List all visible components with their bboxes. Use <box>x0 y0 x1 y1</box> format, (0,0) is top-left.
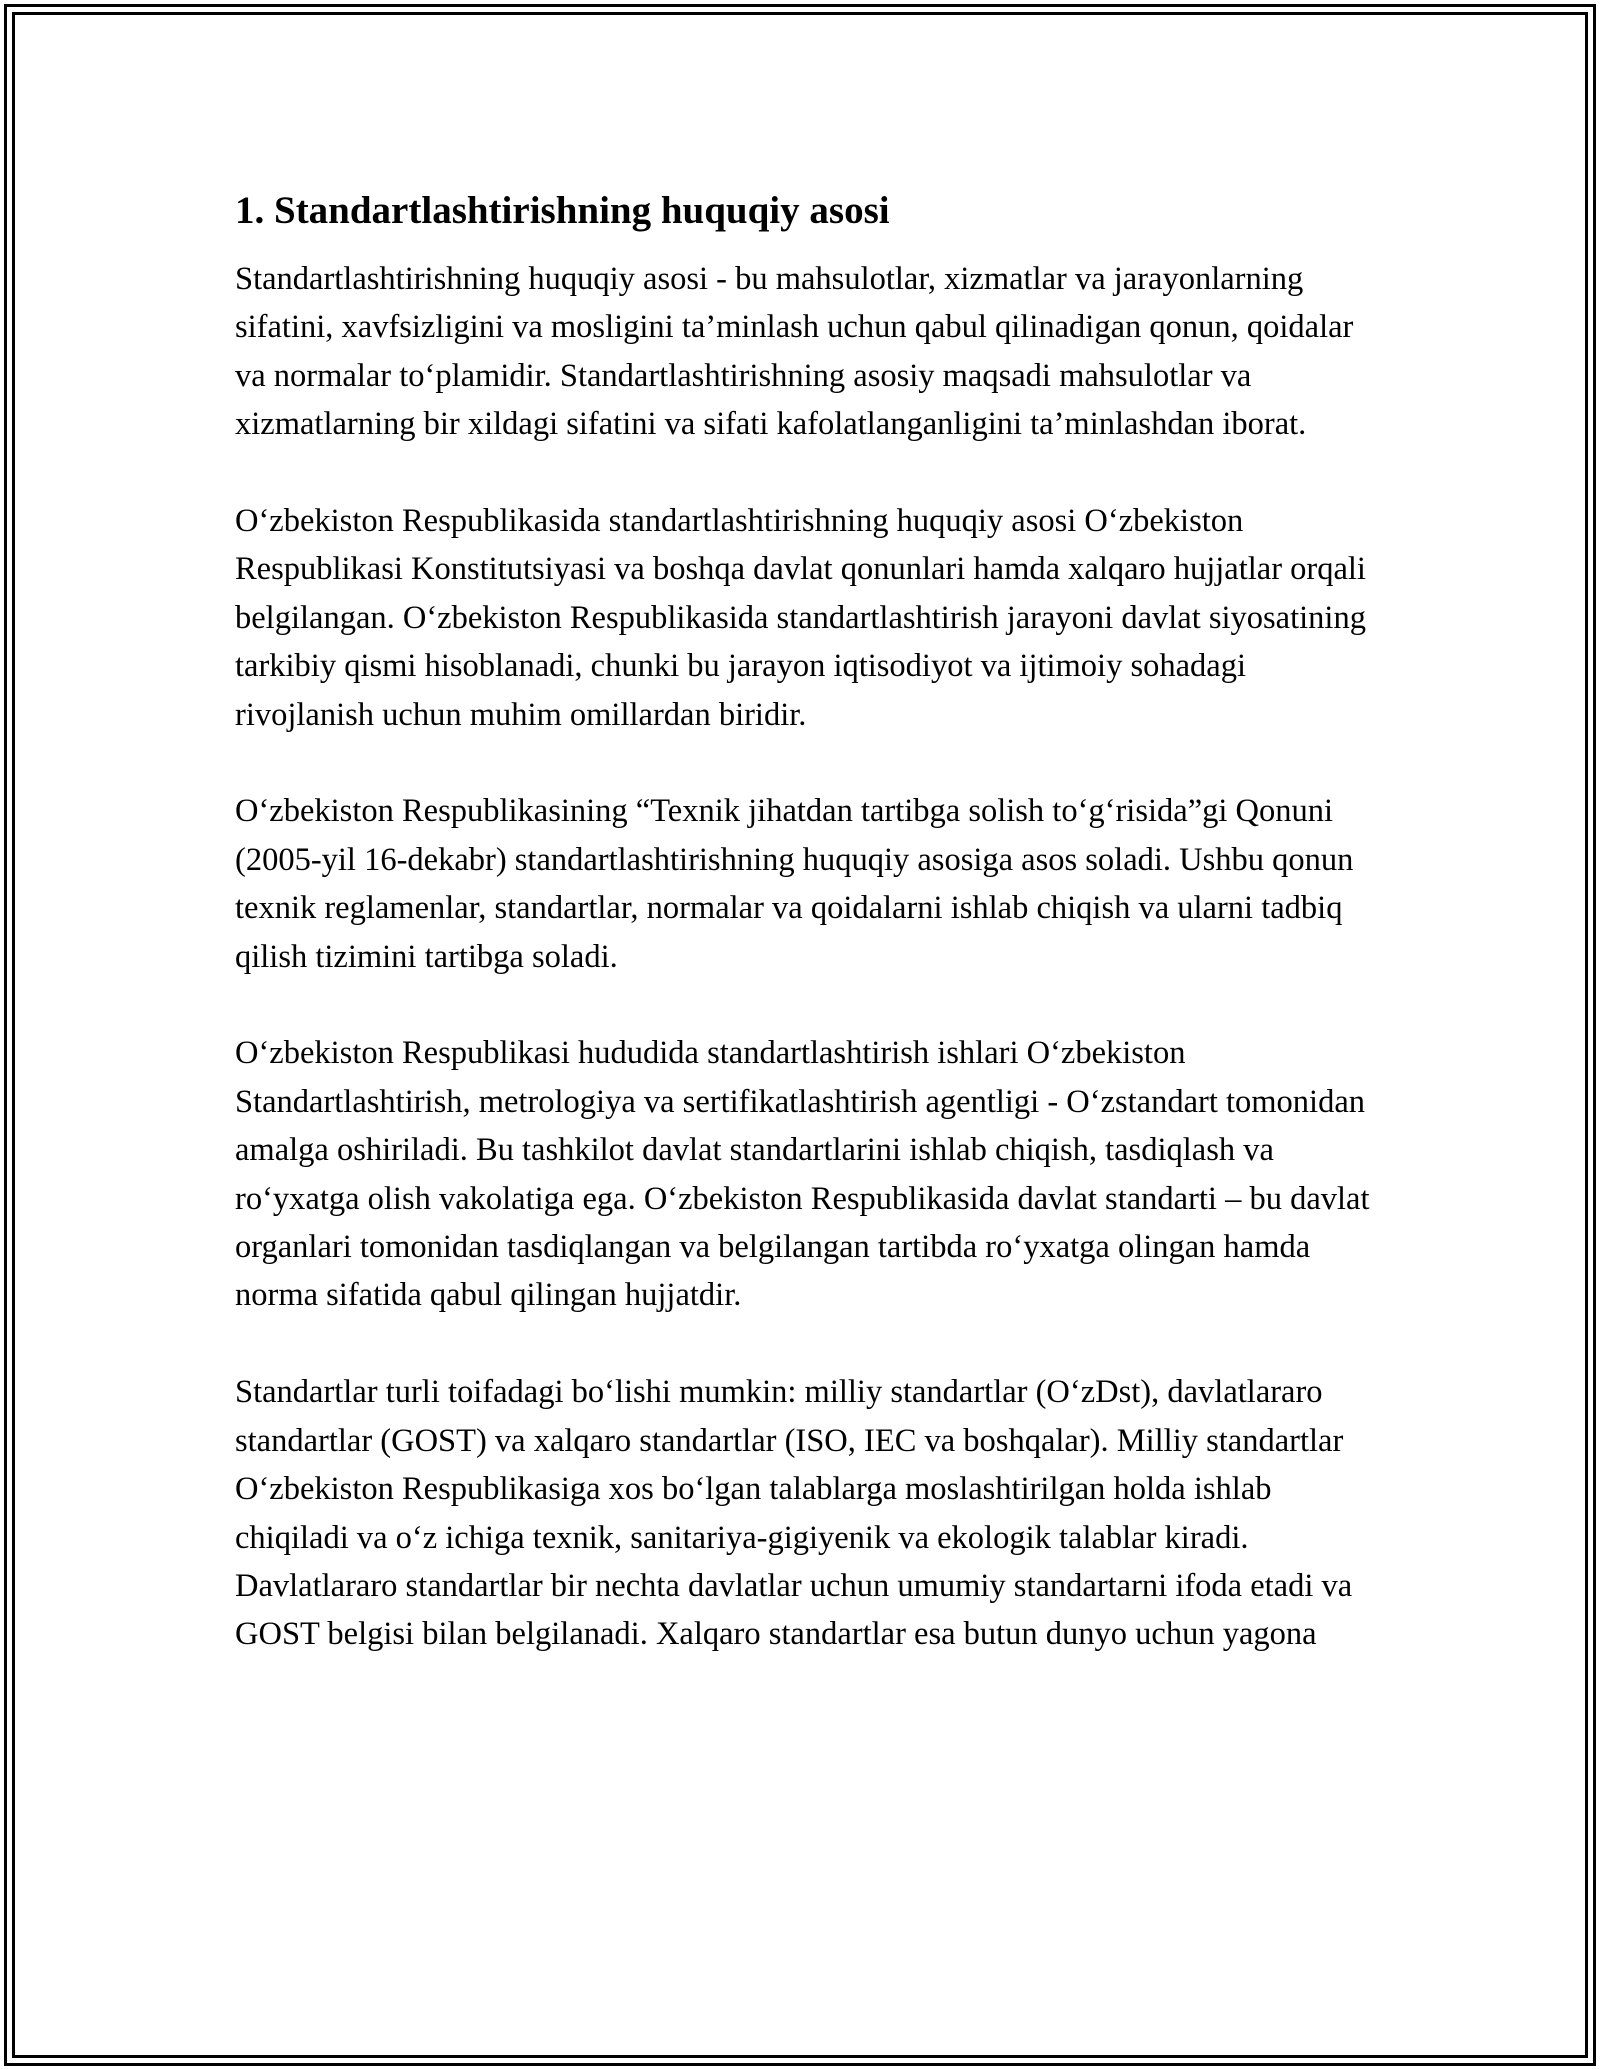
document-body <box>235 185 1385 1707</box>
section-heading: 1. Standartlashtirishning huquqiy asosi <box>235 189 890 232</box>
paragraph-2: O‘zbekiston Respublikasida standartlashtirishning huquqiy asosi O‘zbekiston Respublikasi Konstitutsiyasi va boshqa davlat qonunlari hamda xalqaro hujjatlar orqali belgilangan. O‘zbekiston Respublikasida standartlashtirish jarayoni davlat siyosatining tarkibiy qismi hisoblanadi, chunki bu jarayon iqtisodiyot va ijtimoiy sohadagi rivojlanish uchun muhim omillardan biridir. <box>235 503 1366 733</box>
paragraph-3: O‘zbekiston Respublikasining “Texnik jihatdan tartibga solish to‘g‘risida”gi Qonuni (2005-yil 16-dekabr) standartlashtirishning huquqiy asosiga asos soladi. Ushbu qonun texnik reglamenlar, standartlar, normalar va qoidalarni ishlab chiqish va ularni tadbiq qilish tizimini tartibga soladi. <box>235 793 1354 975</box>
paragraph-5: Standartlar turli toifadagi bo‘lishi mumkin: milliy standartlar (O‘zDst), davlatlararo standartlar (GOST) va xalqaro standartlar (ISO, IEC va boshqalar). Milliy standartlar O‘zbekiston Respublikasiga xos bo‘lgan talablarga moslashtirilgan holda ishlab chiqiladi va o‘z ichiga texnik, sanitariya-gigiyenik va ekologik talablar kiradi. Davlatlararo standartlar bir nechta davlatlar uchun umumiy standartarni ifoda etadi va GOST belgisi bilan belgilanadi. Xalqaro standartlar esa butun dunyo uchun yagona <box>235 1374 1353 1653</box>
paragraph-1: Standartlashtirishning huquqiy asosi - bu mahsulotlar, xizmatlar va jarayonlarning sifatini, xavfsizligini va mosligini ta’minlash uchun qabul qilinadigan qonun, qoidalar va normalar to‘plamidir. Standartlashtirishning asosiy maqsadi mahsulotlar va xizmatlarning bir xildagi sifatini va sifati kafolatlanganligini ta’minlashdan iborat. <box>235 261 1354 443</box>
paragraph-4: O‘zbekiston Respublikasi hududida standartlashtirish ishlari O‘zbekiston Standartlashtirish, metrologiya va sertifikatlashtirish agentligi - O‘zstandart tomonidan amalga oshiriladi. Bu tashkilot davlat standartlarini ishlab chiqish, tasdiqlash va ro‘yxatga olish vakolatiga ega. O‘zbekiston Respublikasida davlat standarti – bu davlat organlari tomonidan tasdiqlangan va belgilangan tartibda ro‘yxatga olingan hamda norma sifatida qabul qilingan hujjatdir. <box>235 1035 1370 1314</box>
